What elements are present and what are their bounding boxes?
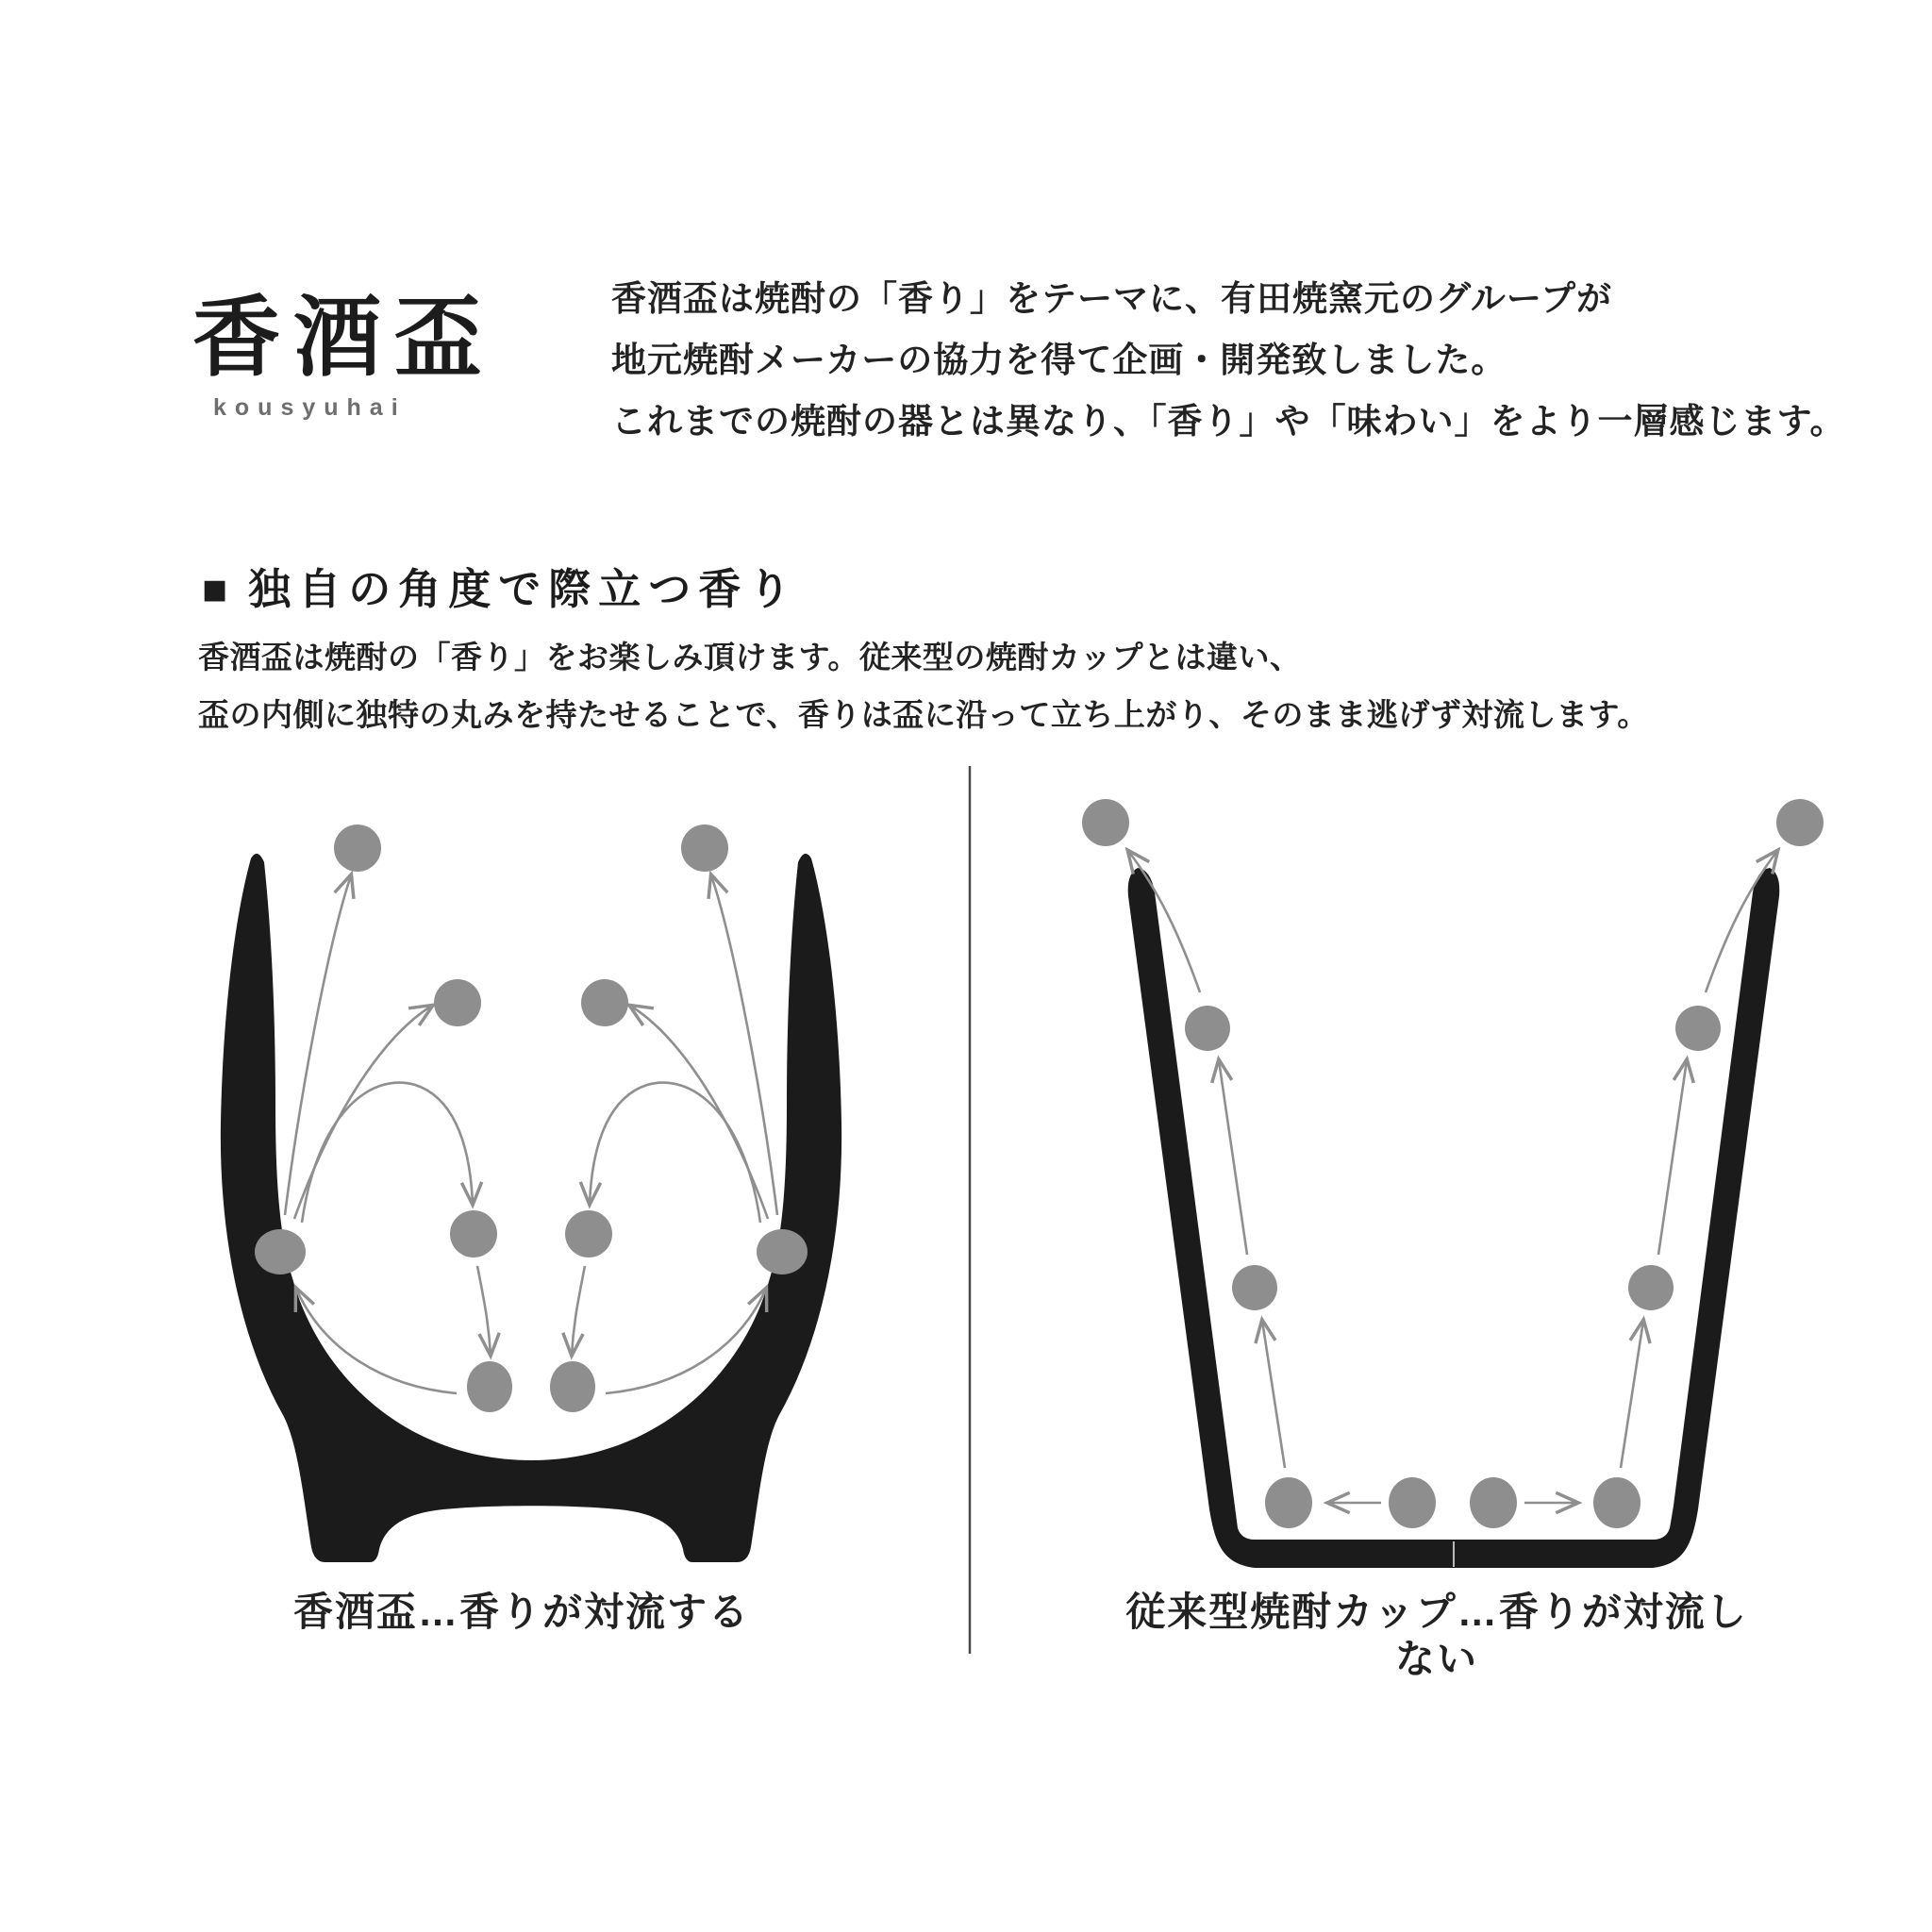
aroma-flow-arrow (285, 875, 351, 1215)
body-line: 盃の内側に独特の丸みを持たせることで、香りは盃に沿って立ち上がり、そのまま逃げず対流します。 (198, 697, 1649, 732)
heading-bullet-icon: ■ (202, 565, 236, 613)
intro-line: 地元焼酎メーカーの協力を得て企画・開発致しました。 (611, 341, 1507, 379)
aroma-particle-dot (1265, 1477, 1312, 1528)
aroma-particle-dot (565, 1210, 612, 1257)
aroma-flow-arrow (711, 875, 777, 1215)
aroma-flow-arrow (630, 1006, 768, 1219)
aroma-particle-dot (334, 824, 381, 872)
aroma-particle-dot (1675, 1006, 1721, 1051)
aroma-flow-arrow (294, 1006, 432, 1219)
aroma-particle-dot (1470, 1477, 1517, 1528)
aroma-particle-dot (550, 1361, 595, 1412)
aroma-particle-dot (1776, 799, 1824, 846)
aroma-flow-arrow (302, 1083, 473, 1223)
right-cup-caption: 従来型焼酎カップ…香りが対流しない (1125, 1590, 1748, 1682)
section-heading-text: 独自の角度で際立つ香り (248, 565, 799, 613)
aroma-particle-dot (1628, 1265, 1674, 1310)
aroma-particle-dot (1232, 1265, 1277, 1310)
aroma-particle-dot (581, 979, 628, 1026)
aroma-flow-arrow (1219, 1060, 1247, 1255)
page-title: 香酒盃 (192, 289, 495, 387)
body-line: 香酒盃は焼酎の「香り」をお楽しみ頂けます。従来型の焼酎カップとは違い、 (198, 640, 1302, 675)
aroma-flow-arrow (1621, 1321, 1643, 1468)
aroma-particle-dot (681, 824, 728, 872)
conventional-cup (1082, 799, 1824, 1568)
conventional-cup-wall (1128, 868, 1780, 1568)
aroma-flow-arrow (1262, 1321, 1285, 1468)
aroma-flow-arrow (1658, 1060, 1687, 1255)
aroma-flow-arrow (572, 1266, 585, 1355)
aroma-flow-arrow (477, 1266, 491, 1355)
kousyuhai-cup-wall (221, 854, 841, 1562)
left-cup-caption: 香酒盃…香りが対流する (292, 1590, 750, 1634)
aroma-particle-dot (434, 979, 481, 1026)
aroma-particle-dot (1185, 1006, 1230, 1051)
aroma-particle-dot (757, 1229, 808, 1274)
kousyuhai-cup (221, 824, 841, 1562)
aroma-flow-arrow (590, 1083, 760, 1223)
aroma-particle-dot (450, 1210, 497, 1257)
aroma-particle-dot (1593, 1477, 1641, 1528)
page-title-romaji: kousyuhai (213, 394, 407, 421)
aroma-particle-dot (1082, 799, 1129, 846)
aroma-particle-dot (467, 1361, 512, 1412)
intro-line: これまでの焼酎の器とは異なり、「香り」や「味わい」をより一層感じます。 (611, 402, 1846, 441)
aroma-particle-dot (255, 1229, 306, 1274)
intro-line: 香酒盃は焼酎の「香り」をテーマに、有田焼窯元のグループが (611, 279, 1613, 318)
aroma-particle-dot (1389, 1477, 1436, 1528)
